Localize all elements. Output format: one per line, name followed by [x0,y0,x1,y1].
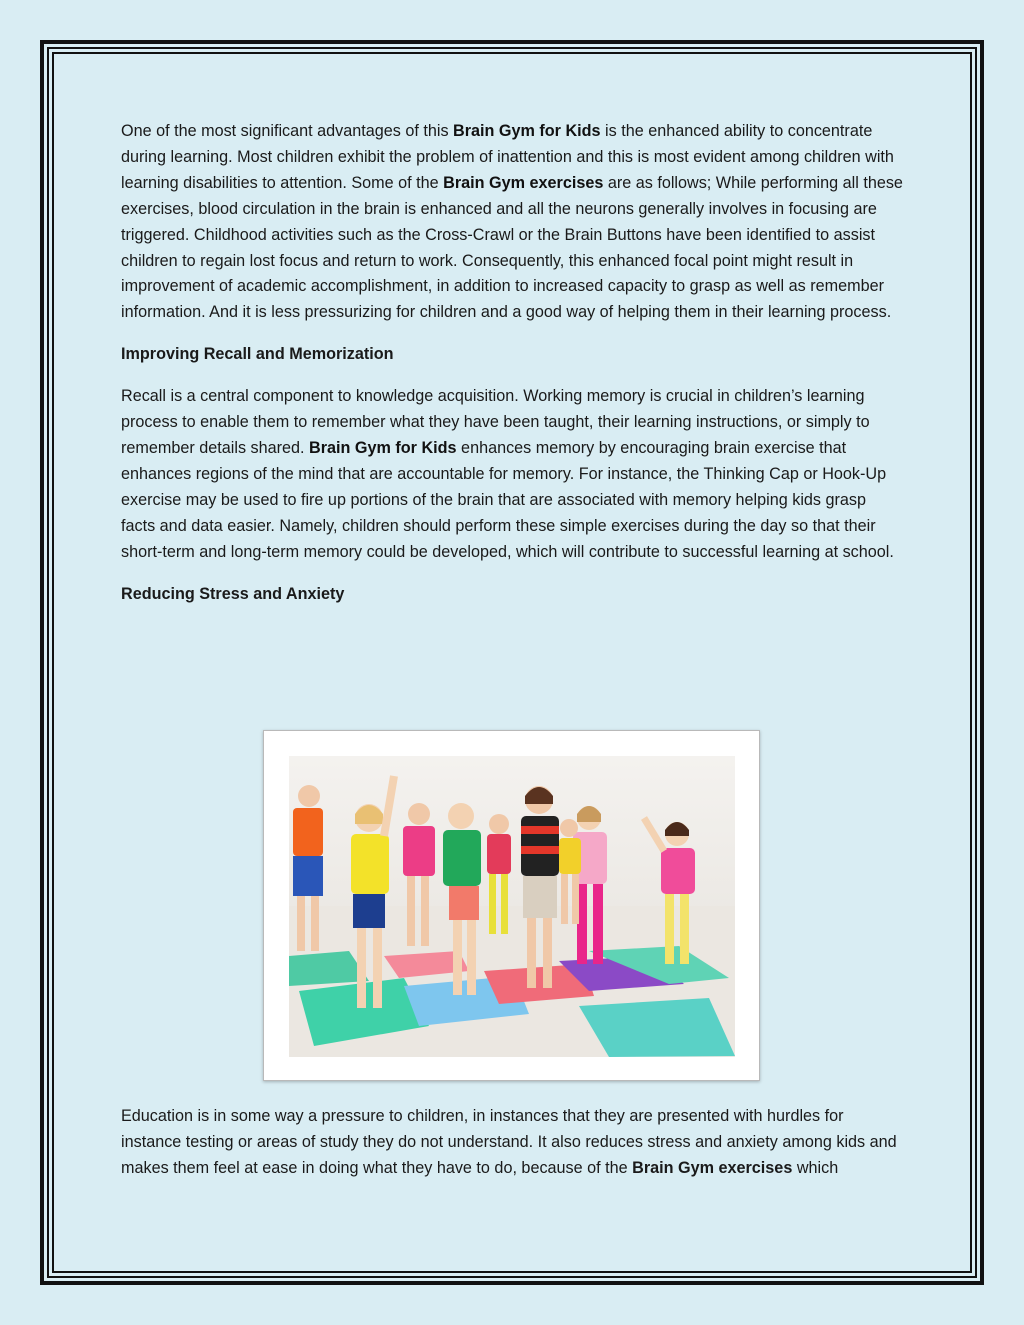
keyword-link: Brain Gym exercises [443,173,604,192]
paragraph-concentration: One of the most significant advantages of this Brain Gym for Kids is the enhanced ability to concentrate during learning. Most children exhibit the problem of inattention and this is most evident among children with learning disabilities to attention. Some of the Brain Gym exercises are as follows; While performing all these exercises, blood circulation in the brain is enhanced and all the neurons generally involves in focusing are triggered. Childhood activities such as the Cross-Crawl or the Brain Buttons have been identified to assist children to regain lost focus and return to work. Consequently, this enhanced focal point might result in improvement of academic accomplishment, in addition to increased capacity to grasp as well as remember information. And it is less pressurizing for children and a good way of helping them in their learning process. [121,122,903,322]
article-body [121,119,903,623]
kids-exercise-illustration [289,756,735,1057]
section-heading-recall: Improving Recall and Memorization [121,345,394,364]
keyword-link: Brain Gym for Kids [309,438,457,457]
paragraph-recall: Recall is a central component to knowledge acquisition. Working memory is crucial in children’s learning process to enable them to remember what they have been taught, their learning instructions, or simply to remember details shared. Brain Gym for Kids enhances memory by encouraging brain exercise that enhances regions of the mind that are accountable for memory. For instance, the Thinking Cap or Hook-Up exercise may be used to fire up portions of the brain that are associated with memory helping kids grasp facts and data easier. Namely, children should perform these simple exercises during the day so that their short-term and long-term memory could be developed, which will contribute to successful learning at school. [121,387,894,561]
keyword-link: Brain Gym exercises [632,1158,793,1177]
kids-exercise-photo [263,730,760,1081]
paragraph-stress: Education is in some way a pressure to children, in instances that they are presented with hurdles for instance testing or areas of study they do not understand. It also reduces stress and anxiety among kids and makes them feel at ease in doing what they have to do, because of the Brain Gym exercises which [121,1107,897,1177]
section-heading-stress: Reducing Stress and Anxiety [121,584,345,603]
article-body-continued [121,1104,903,1182]
keyword-link: Brain Gym for Kids [453,122,601,140]
